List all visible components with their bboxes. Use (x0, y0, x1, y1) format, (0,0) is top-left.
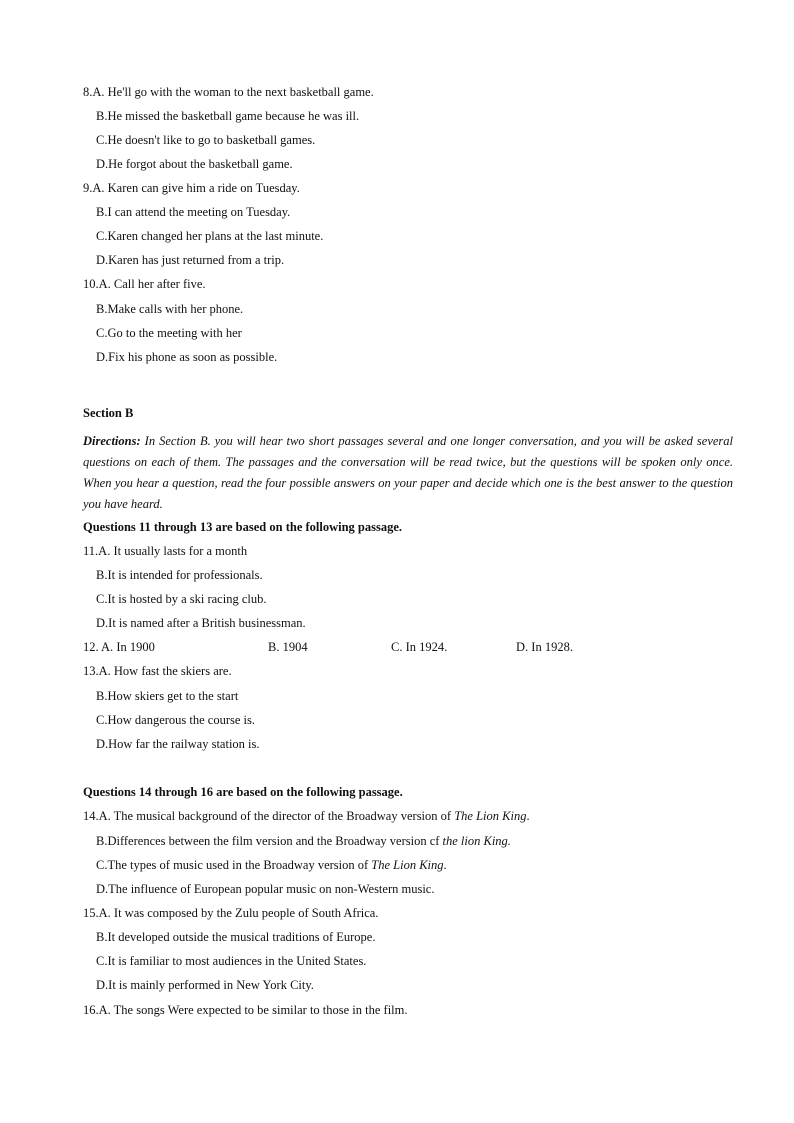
q9-option-c: C.Karen changed her plans at the last minute. (96, 229, 324, 243)
q14-a-suffix: . (526, 809, 530, 823)
q12-option-c: C. In 1924. (391, 640, 448, 654)
q15-option-c: C.It is familiar to most audiences in the United States. (96, 954, 367, 968)
q14-option-c (96, 857, 447, 873)
section-b-directions (83, 431, 733, 515)
q13-option-b: B.How skiers get to the start (96, 689, 239, 703)
q9-option-a: 9.A. Karen can give him a ride on Tuesday. (83, 181, 300, 195)
q11-option-a: 11.A. It usually lasts for a month (83, 544, 248, 558)
q13-option-c: C.How dangerous the course is. (96, 713, 255, 727)
q15-option-b: B.It developed outside the musical traditions of Europe. (96, 930, 376, 944)
q12-option-b: B. 1904 (268, 640, 308, 654)
q10-option-c: C.Go to the meeting with her (96, 326, 242, 340)
q10-option-d: D.Fix his phone as soon as possible. (96, 350, 278, 364)
q16-option-a: 16.A. The songs Were expected to be similar to those in the film. (83, 1003, 408, 1017)
q8-option-d: D.He forgot about the basketball game. (96, 157, 293, 171)
directions-label: Directions: (83, 434, 141, 448)
q14-option-b (96, 833, 511, 849)
q11-option-d: D.It is named after a British businessman. (96, 616, 306, 630)
q11-option-c: C.It is hosted by a ski racing club. (96, 592, 267, 606)
q8-option-b: B.He missed the basketball game because he was ill. (96, 109, 360, 123)
q14-a-text: 14.A. The musical background of the director of the Broadway version of (83, 809, 455, 823)
q15-option-d: D.It is mainly performed in New York City. (96, 978, 314, 992)
q14-option-d: D.The influence of European popular music on non-Western music. (96, 882, 435, 896)
section-b-title: Section B (83, 406, 134, 420)
q14-c-text: C.The types of music used in the Broadway version of (96, 858, 372, 872)
q14-c-suffix: . (443, 858, 447, 872)
q9-option-b: B.I can attend the meeting on Tuesday. (96, 205, 291, 219)
q14-b-text: B.Differences between the film version and the Broadway version cf (96, 834, 443, 848)
q13-option-d: D.How far the railway station is. (96, 737, 260, 751)
group1-heading: Questions 11 through 13 are based on the following passage. (83, 520, 403, 534)
q13-option-a: 13.A. How fast the skiers are. (83, 664, 232, 678)
q14-option-a (83, 808, 530, 824)
group2-heading: Questions 14 through 16 are based on the following passage. (83, 785, 403, 799)
q10-option-a: 10.A. Call her after five. (83, 277, 206, 291)
q9-option-d: D.Karen has just returned from a trip. (96, 253, 285, 267)
q8-option-a: 8.A. He'll go with the woman to the next basketball game. (83, 85, 374, 99)
q11-option-b: B.It is intended for professionals. (96, 568, 263, 582)
q14-a-title: The Lion King (454, 809, 527, 823)
q12-option-d: D. In 1928. (516, 640, 573, 654)
q15-option-a: 15.A. It was composed by the Zulu people of South Africa. (83, 906, 379, 920)
q14-c-title: The Lion King (371, 858, 444, 872)
q14-b-title: the lion King. (442, 834, 511, 848)
directions-text: In Section B. you will hear two short passages several and one longer conversation, and you will be asked several questions on each of them. The passages and the conversation will be read twice, but the questions will be spoken only once. When you hear a question, read the four possible answers on your paper and decide which one is the best answer to the question you have heard. (83, 434, 733, 511)
q10-option-b: B.Make calls with her phone. (96, 302, 244, 316)
q8-option-c: C.He doesn't like to go to basketball games. (96, 133, 316, 147)
q12-option-a: 12. A. In 1900 (83, 640, 155, 654)
